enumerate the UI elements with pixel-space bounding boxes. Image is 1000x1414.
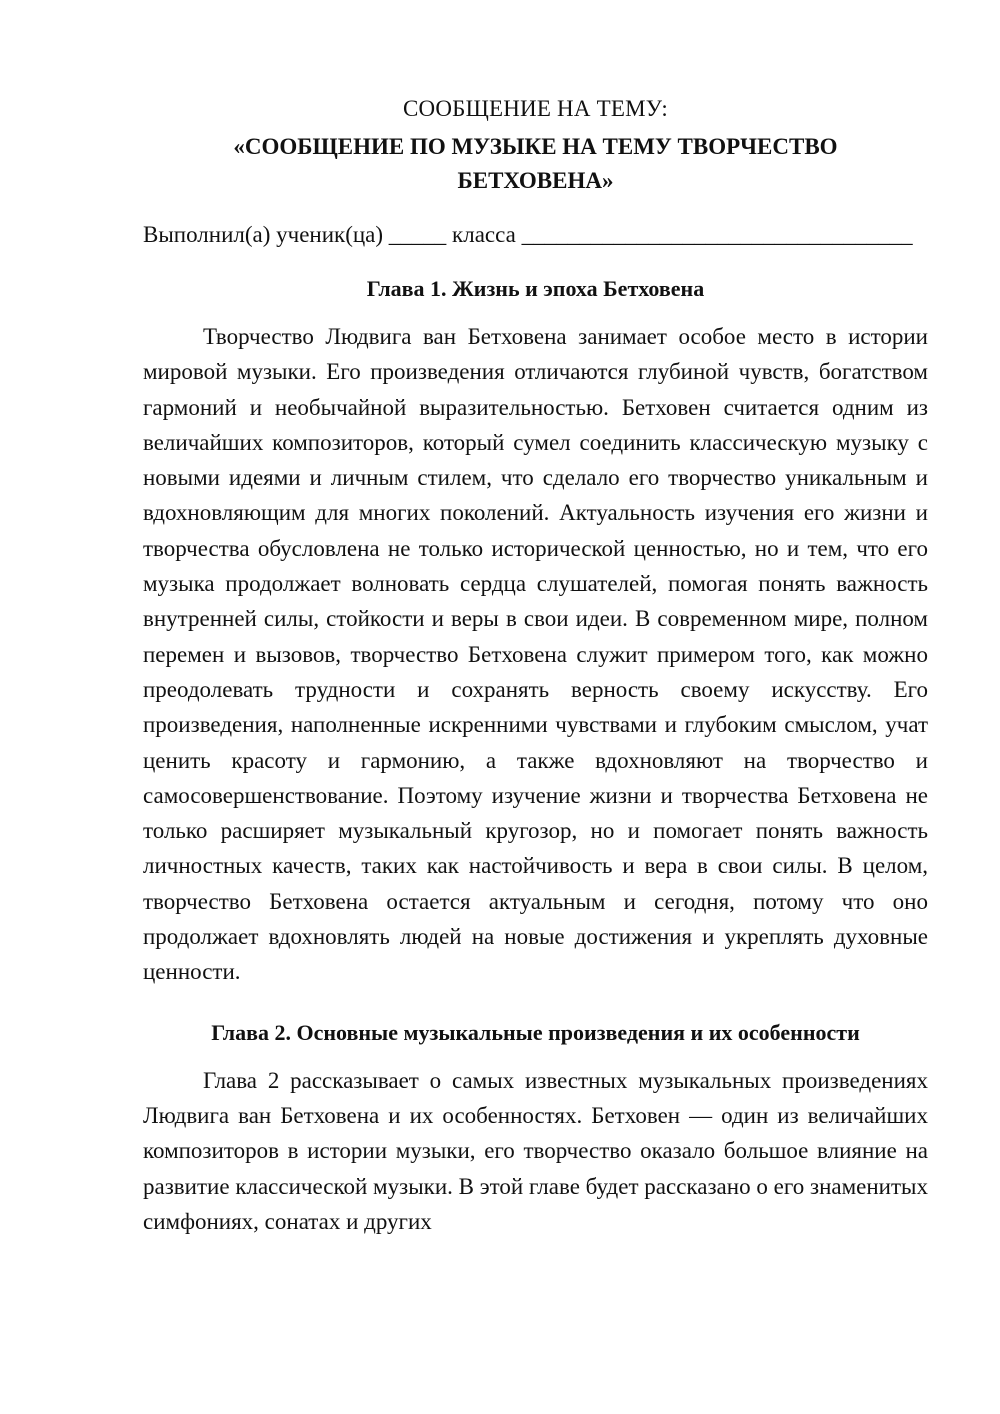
chapter-2-heading: Глава 2. Основные музыкальные произведения и их особенности — [211, 1019, 860, 1045]
document-pre-title: СООБЩЕНИЕ НА ТЕМУ: — [403, 96, 668, 121]
document-title: «СООБЩЕНИЕ ПО МУЗЫКЕ НА ТЕМУ ТВОРЧЕСТВО БЕТХОВЕНА» — [233, 134, 838, 193]
chapter-1-heading: Глава 1. Жизнь и эпоха Бетховена — [366, 276, 705, 301]
document-page — [143, 92, 928, 1265]
chapter-1-paragraph: Творчество Людвига ван Бетховена занимает особое место в истории мировой музыки. Его произведения отличаются глубиной чувств, богатством гармоний и необычайной выразительностью. Бетховен считается одним из величайших композиторов, который сумел соединить классическую музыку с новыми идеями и личным стилем, что сделало его творчество уникальным и вдохновляющим для многих поколений. Актуальность изучения его жизни и творчества обусловлена не только исторической ценностью, но и тем, что его музыка продолжает волновать сердца слушателей, помогая понять важность внутренней силы, стойкости и веры в свои идеи. В современном мире, полном перемен и вызовов, творчество Бетховена служит примером того, как можно преодолевать трудности и сохранять верность своему искусству. Его произведения, наполненные искренними чувствами и глубоким смыслом, учат ценить красоту и гармонию, а также вдохновляют на творчество и самосовершенствование. Поэтому изучение жизни и творчества Бетховена не только расширяет музыкальный кругозор, но и помогает понять важность личностных качеств, таких как настойчивость и вера в свои силы. В целом, творчество Бетховена остается актуальным и сегодня, потому что оно продолжает вдохновлять людей на новые достижения и укреплять духовные ценности. — [143, 324, 928, 985]
chapter-2-paragraph: Глава 2 рассказывает о самых известных музыкальных произведениях Людвига ван Бетховена и их особенностях. Бетховен — один из величайших композиторов в истории музыки, его творчество оказало большое влияние на развитие классической музыки. В этой главе будет рассказано о его знаменитых симфониях, сонатах и других — [143, 1067, 928, 1234]
performer-line: Выполнил(а) ученик(ца) _____ класса __________________________________ — [143, 222, 913, 247]
